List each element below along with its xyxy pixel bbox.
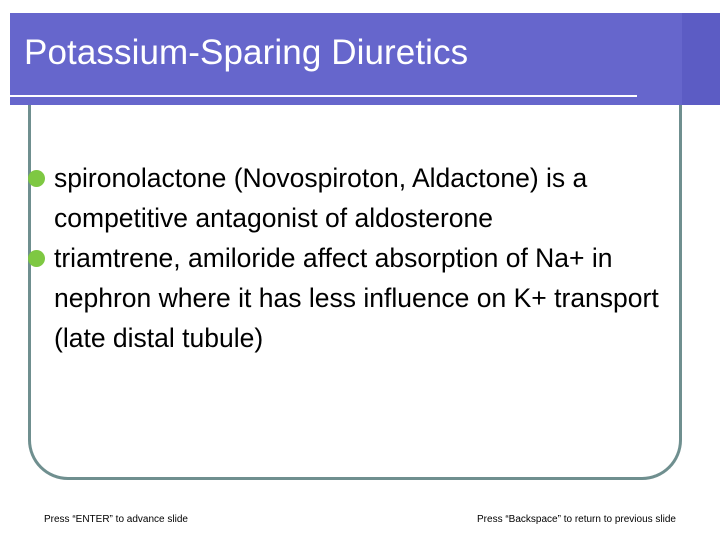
advance-hint: Press “ENTER” to advance slide	[44, 514, 188, 525]
bullet-text: spironolactone (Novospiroton, Aldactone) is a competitive antagonist of aldosterone	[54, 163, 588, 233]
green-dot-icon	[28, 250, 45, 267]
back-hint: Press “Backspace” to return to previous slide	[477, 514, 676, 525]
title-underline	[10, 95, 637, 97]
bullet-list	[28, 158, 698, 358]
bullet-text: triamtrene, amiloride affect absorption of Na+ in nephron where it has less influence on K+ transport (late distal tubule)	[54, 243, 659, 353]
green-dot-icon	[28, 170, 45, 187]
bullet-item	[28, 238, 698, 358]
bullet-item	[28, 158, 698, 238]
title-bar-accent	[682, 13, 720, 105]
slide-title: Potassium-Sparing Diuretics	[24, 33, 469, 72]
